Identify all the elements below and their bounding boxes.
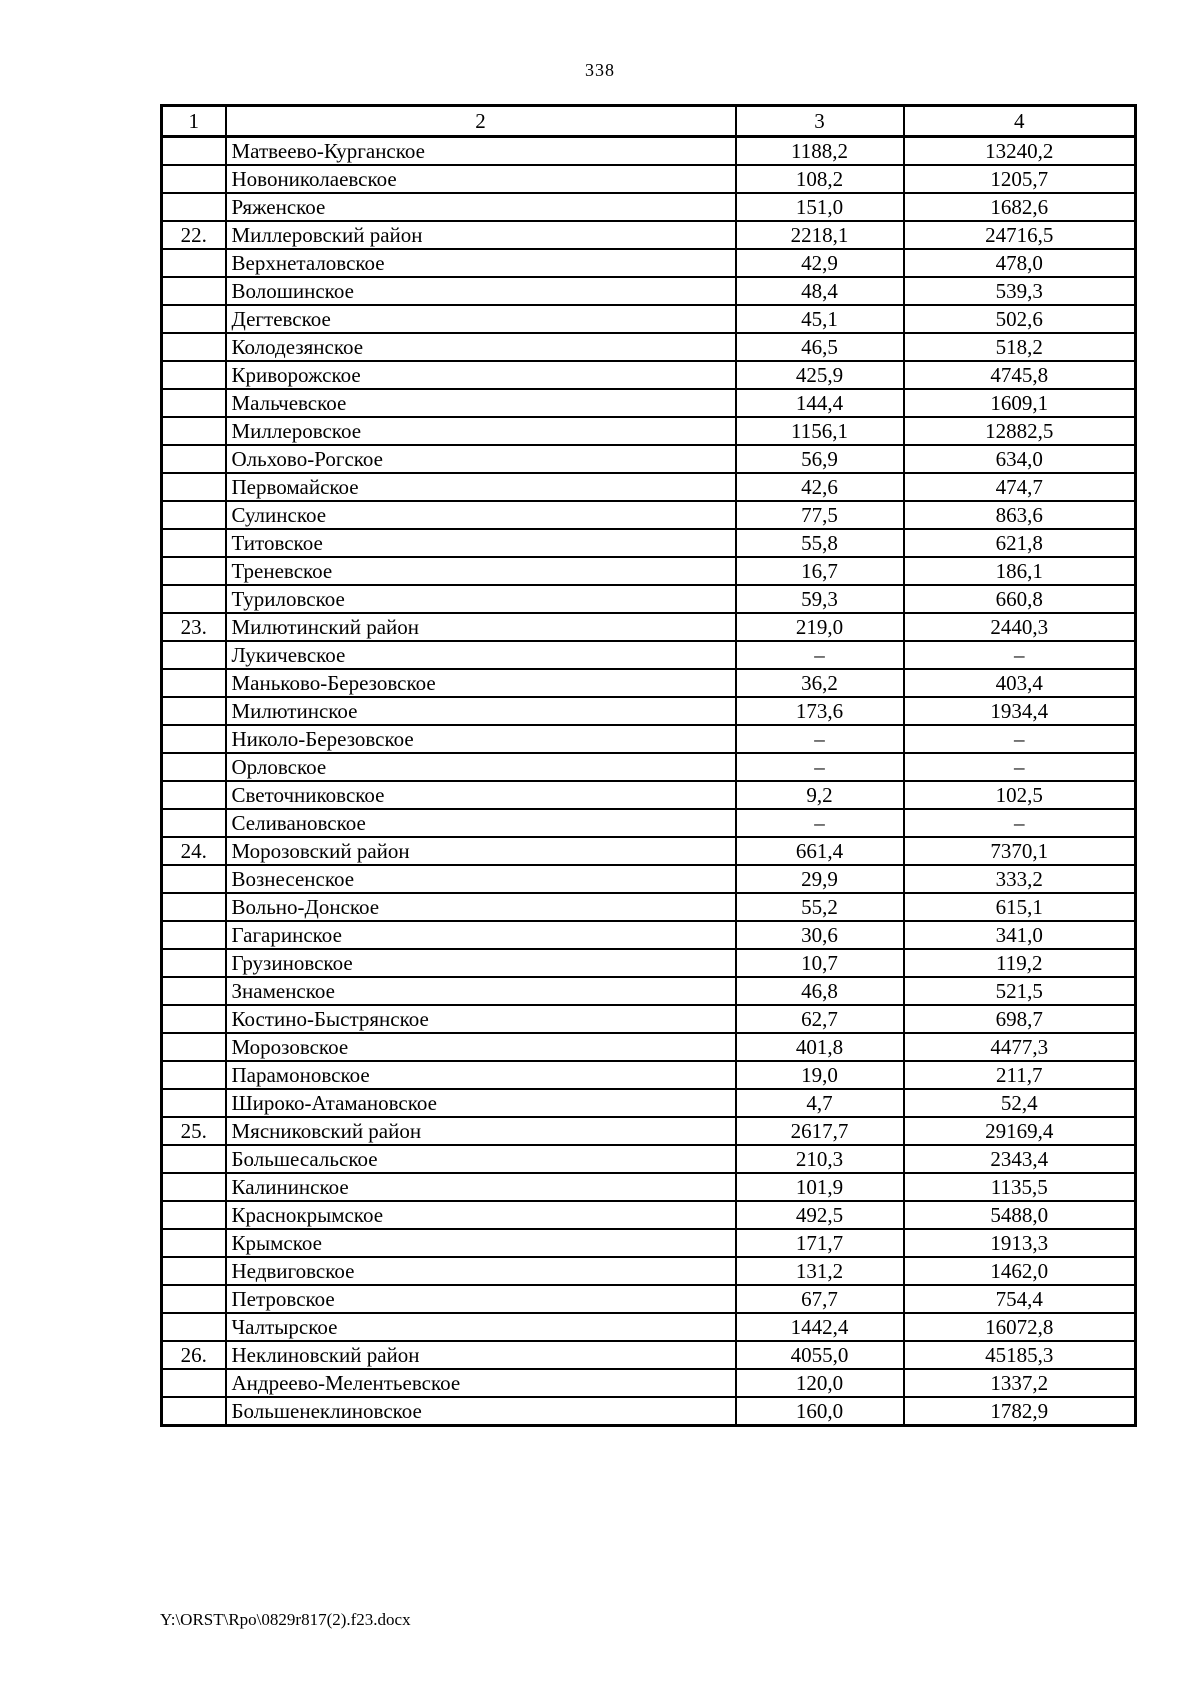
settlement-name-cell: Матвеево-Курганское [226,137,736,166]
table-row [162,809,1136,837]
col4-value-cell: 403,4 [904,669,1136,697]
settlement-name-cell: Вольно-Донское [226,893,736,921]
table-row [162,781,1136,809]
table-row [162,249,1136,277]
col4-value-cell: 1462,0 [904,1257,1136,1285]
table-row [162,501,1136,529]
row-number-cell [162,1257,226,1285]
row-number-cell [162,1369,226,1397]
col3-value-cell: 46,5 [736,333,904,361]
row-number-cell [162,1089,226,1117]
col3-value-cell: 10,7 [736,949,904,977]
col4-value-cell: 2343,4 [904,1145,1136,1173]
settlement-name-cell: Широко-Атамановское [226,1089,736,1117]
col3-value-cell: 160,0 [736,1397,904,1426]
col3-value-cell: 401,8 [736,1033,904,1061]
settlement-name-cell: Грузиновское [226,949,736,977]
col4-value-cell: 186,1 [904,557,1136,585]
col4-value-cell: 502,6 [904,305,1136,333]
table-header-row [162,106,1136,137]
table-row [162,417,1136,445]
col3-value-cell: 4055,0 [736,1341,904,1369]
table-row [162,221,1136,249]
settlement-name-cell: Костино-Быстрянское [226,1005,736,1033]
col4-value-cell: 4477,3 [904,1033,1136,1061]
col4-value-cell: 754,4 [904,1285,1136,1313]
col4-value-cell: 12882,5 [904,417,1136,445]
row-number-cell [162,473,226,501]
col4-value-cell: – [904,725,1136,753]
row-number-cell [162,949,226,977]
col4-value-cell: – [904,753,1136,781]
settlement-name-cell: Мальчевское [226,389,736,417]
table-row [162,753,1136,781]
table-row [162,697,1136,725]
row-number-cell: 26. [162,1341,226,1369]
row-number-cell [162,641,226,669]
settlement-name-cell: Миллеровское [226,417,736,445]
settlement-name-cell: Морозовский район [226,837,736,865]
col4-value-cell: – [904,641,1136,669]
table-row [162,1117,1136,1145]
row-number-cell: 23. [162,613,226,641]
table-row [162,557,1136,585]
settlement-name-cell: Вознесенское [226,865,736,893]
settlement-name-cell: Криворожское [226,361,736,389]
col4-value-cell: 211,7 [904,1061,1136,1089]
settlement-name-cell: Светочниковское [226,781,736,809]
table-row [162,1285,1136,1313]
col3-value-cell: 425,9 [736,361,904,389]
column-header-1: 1 [162,106,226,137]
row-number-cell [162,249,226,277]
col4-value-cell: 521,5 [904,977,1136,1005]
col3-value-cell: 1442,4 [736,1313,904,1341]
row-number-cell [162,893,226,921]
table-row [162,1341,1136,1369]
table-row [162,837,1136,865]
settlement-name-cell: Сулинское [226,501,736,529]
col3-value-cell: 661,4 [736,837,904,865]
col4-value-cell: 333,2 [904,865,1136,893]
table-row [162,1369,1136,1397]
table-row [162,893,1136,921]
col3-value-cell: 492,5 [736,1201,904,1229]
table-row [162,725,1136,753]
col3-value-cell: 55,8 [736,529,904,557]
col3-value-cell: – [736,641,904,669]
col3-value-cell: 36,2 [736,669,904,697]
settlement-name-cell: Калининское [226,1173,736,1201]
col3-value-cell: 56,9 [736,445,904,473]
col3-value-cell: 45,1 [736,305,904,333]
settlement-name-cell: Милютинский район [226,613,736,641]
settlement-name-cell: Верхнеталовское [226,249,736,277]
settlements-data-table [160,104,1137,1427]
settlement-name-cell: Знаменское [226,977,736,1005]
settlement-name-cell: Титовское [226,529,736,557]
col3-value-cell: 210,3 [736,1145,904,1173]
settlement-name-cell: Крымское [226,1229,736,1257]
col3-value-cell: 19,0 [736,1061,904,1089]
table-header [162,106,1136,137]
row-number-cell [162,305,226,333]
col3-value-cell: 16,7 [736,557,904,585]
col3-value-cell: 219,0 [736,613,904,641]
footer-file-path: Y:\ORST\Rpo\0829r817(2).f23.docx [160,1610,411,1629]
table-row [162,669,1136,697]
settlement-name-cell: Гагаринское [226,921,736,949]
row-number-cell [162,697,226,725]
col3-value-cell: 173,6 [736,697,904,725]
row-number-cell [162,529,226,557]
table-row [162,1089,1136,1117]
col3-value-cell: 2218,1 [736,221,904,249]
row-number-cell [162,1061,226,1089]
row-number-cell [162,333,226,361]
row-number-cell: 22. [162,221,226,249]
table-body [162,137,1136,1426]
row-number-cell: 24. [162,837,226,865]
table-row [162,949,1136,977]
row-number-cell [162,137,226,166]
table-row [162,641,1136,669]
table-row [162,305,1136,333]
col4-value-cell: – [904,809,1136,837]
col3-value-cell: 1156,1 [736,417,904,445]
col4-value-cell: 2440,3 [904,613,1136,641]
col3-value-cell: 108,2 [736,165,904,193]
settlement-name-cell: Ольхово-Рогское [226,445,736,473]
settlement-name-cell: Парамоновское [226,1061,736,1089]
col3-value-cell: 29,9 [736,865,904,893]
table-row [162,1257,1136,1285]
col3-value-cell: 55,2 [736,893,904,921]
row-number-cell [162,585,226,613]
settlement-name-cell: Ряженское [226,193,736,221]
table-row [162,333,1136,361]
settlement-name-cell: Петровское [226,1285,736,1313]
row-number-cell [162,809,226,837]
settlement-name-cell: Андреево-Мелентьевское [226,1369,736,1397]
settlement-name-cell: Лукичевское [226,641,736,669]
col4-value-cell: 1609,1 [904,389,1136,417]
col4-value-cell: 518,2 [904,333,1136,361]
settlement-name-cell: Морозовское [226,1033,736,1061]
row-number-cell [162,193,226,221]
table-row [162,865,1136,893]
settlement-name-cell: Новониколаевское [226,165,736,193]
table-row [162,529,1136,557]
col3-value-cell: 131,2 [736,1257,904,1285]
row-number-cell [162,725,226,753]
row-number-cell [162,865,226,893]
row-number-cell [162,1145,226,1173]
row-number-cell [162,501,226,529]
col4-value-cell: 615,1 [904,893,1136,921]
row-number-cell [162,1033,226,1061]
row-number-cell [162,781,226,809]
col4-value-cell: 102,5 [904,781,1136,809]
table-row [162,277,1136,305]
settlement-name-cell: Волошинское [226,277,736,305]
col3-value-cell: 171,7 [736,1229,904,1257]
col4-value-cell: 478,0 [904,249,1136,277]
col4-value-cell: 863,6 [904,501,1136,529]
column-header-4: 4 [904,106,1136,137]
row-number-cell: 25. [162,1117,226,1145]
col4-value-cell: 7370,1 [904,837,1136,865]
col3-value-cell: 67,7 [736,1285,904,1313]
column-header-3: 3 [736,106,904,137]
row-number-cell [162,669,226,697]
table-row [162,1229,1136,1257]
col3-value-cell: 62,7 [736,1005,904,1033]
row-number-cell [162,1005,226,1033]
settlement-name-cell: Колодезянское [226,333,736,361]
settlement-name-cell: Туриловское [226,585,736,613]
col4-value-cell: 1934,4 [904,697,1136,725]
col3-value-cell: 46,8 [736,977,904,1005]
settlement-name-cell: Николо-Березовское [226,725,736,753]
settlement-name-cell: Чалтырское [226,1313,736,1341]
col4-value-cell: 1782,9 [904,1397,1136,1426]
col3-value-cell: – [736,753,904,781]
row-number-cell [162,1201,226,1229]
col4-value-cell: 1337,2 [904,1369,1136,1397]
table-row [162,921,1136,949]
col3-value-cell: 4,7 [736,1089,904,1117]
table-row [162,137,1136,166]
col3-value-cell: 120,0 [736,1369,904,1397]
col4-value-cell: 119,2 [904,949,1136,977]
col4-value-cell: 660,8 [904,585,1136,613]
col4-value-cell: 634,0 [904,445,1136,473]
settlement-name-cell: Большесальское [226,1145,736,1173]
col4-value-cell: 539,3 [904,277,1136,305]
table-row [162,361,1136,389]
page-number: 338 [585,60,615,80]
table-row [162,165,1136,193]
row-number-cell [162,977,226,1005]
col4-value-cell: 52,4 [904,1089,1136,1117]
col4-value-cell: 29169,4 [904,1117,1136,1145]
table-row [162,1201,1136,1229]
col3-value-cell: 42,9 [736,249,904,277]
col3-value-cell: 48,4 [736,277,904,305]
table-row [162,1313,1136,1341]
row-number-cell [162,557,226,585]
col4-value-cell: 45185,3 [904,1341,1136,1369]
table-row [162,585,1136,613]
settlement-name-cell: Мясниковский район [226,1117,736,1145]
col4-value-cell: 16072,8 [904,1313,1136,1341]
settlement-name-cell: Треневское [226,557,736,585]
col3-value-cell: 144,4 [736,389,904,417]
table-row [162,445,1136,473]
row-number-cell [162,1397,226,1426]
row-number-cell [162,1313,226,1341]
col4-value-cell: 24716,5 [904,221,1136,249]
col3-value-cell: – [736,809,904,837]
col3-value-cell: 59,3 [736,585,904,613]
settlement-name-cell: Селивановское [226,809,736,837]
table-row [162,193,1136,221]
settlement-name-cell: Неклиновский район [226,1341,736,1369]
col4-value-cell: 474,7 [904,473,1136,501]
settlement-name-cell: Первомайское [226,473,736,501]
col4-value-cell: 13240,2 [904,137,1136,166]
col4-value-cell: 1913,3 [904,1229,1136,1257]
row-number-cell [162,445,226,473]
col3-value-cell: 77,5 [736,501,904,529]
col3-value-cell: 30,6 [736,921,904,949]
table-row [162,1033,1136,1061]
col3-value-cell: 2617,7 [736,1117,904,1145]
settlement-name-cell: Дегтевское [226,305,736,333]
table-row [162,977,1136,1005]
col3-value-cell: 1188,2 [736,137,904,166]
col4-value-cell: 1682,6 [904,193,1136,221]
table-row [162,613,1136,641]
settlement-name-cell: Большенеклиновское [226,1397,736,1426]
settlement-name-cell: Маньково-Березовское [226,669,736,697]
row-number-cell [162,361,226,389]
row-number-cell [162,417,226,445]
row-number-cell [162,277,226,305]
row-number-cell [162,1285,226,1313]
row-number-cell [162,1173,226,1201]
table-row [162,1397,1136,1426]
table-row [162,1061,1136,1089]
column-header-2: 2 [226,106,736,137]
settlement-name-cell: Орловское [226,753,736,781]
row-number-cell [162,921,226,949]
col4-value-cell: 1135,5 [904,1173,1136,1201]
col3-value-cell: 151,0 [736,193,904,221]
row-number-cell [162,165,226,193]
row-number-cell [162,1229,226,1257]
col3-value-cell: 101,9 [736,1173,904,1201]
table-row [162,1145,1136,1173]
col3-value-cell: 42,6 [736,473,904,501]
settlement-name-cell: Недвиговское [226,1257,736,1285]
col4-value-cell: 4745,8 [904,361,1136,389]
col4-value-cell: 1205,7 [904,165,1136,193]
col3-value-cell: 9,2 [736,781,904,809]
settlement-name-cell: Миллеровский район [226,221,736,249]
col4-value-cell: 5488,0 [904,1201,1136,1229]
table-row [162,389,1136,417]
table-row [162,473,1136,501]
table-row [162,1005,1136,1033]
row-number-cell [162,389,226,417]
table-row [162,1173,1136,1201]
col4-value-cell: 698,7 [904,1005,1136,1033]
col4-value-cell: 621,8 [904,529,1136,557]
row-number-cell [162,753,226,781]
settlement-name-cell: Краснокрымское [226,1201,736,1229]
settlement-name-cell: Милютинское [226,697,736,725]
col4-value-cell: 341,0 [904,921,1136,949]
col3-value-cell: – [736,725,904,753]
